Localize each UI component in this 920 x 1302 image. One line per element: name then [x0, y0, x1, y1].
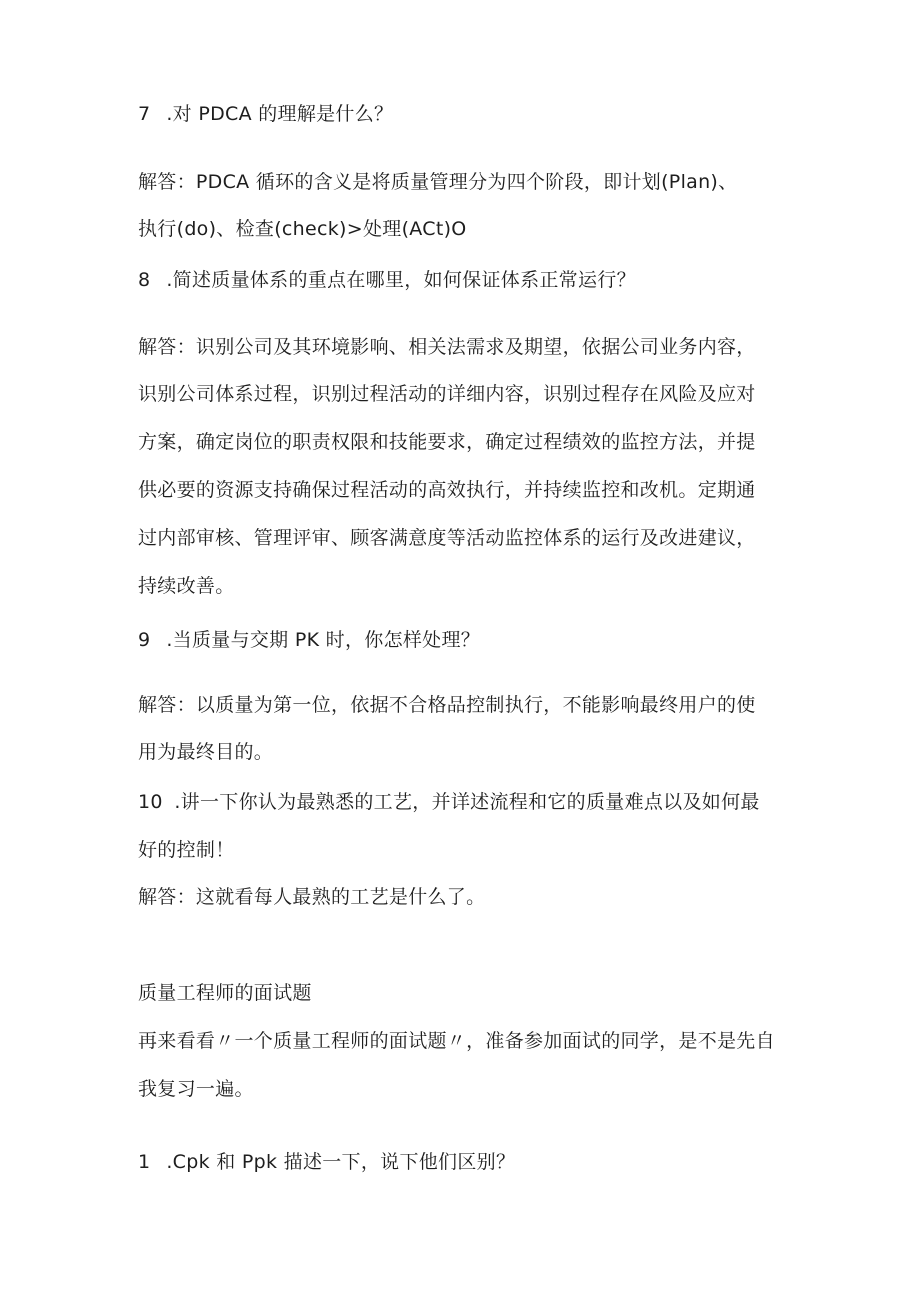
question-number: 9 [138, 629, 151, 651]
question-number: 8 [138, 269, 151, 291]
question-text: .对 PDCA 的理解是什么？ [166, 103, 394, 125]
answer-9-line-2: 用为最终目的。 [138, 741, 274, 763]
question-10 [138, 790, 760, 814]
question-10-line-2: 好的控制！ [138, 839, 235, 861]
question-number: 1 [138, 1151, 151, 1173]
question-text: .简述质量体系的重点在哪里，如何保证体系正常运行？ [166, 269, 636, 291]
question-number: 7 [138, 103, 151, 125]
answer-8-line-3: 方案，确定岗位的职责权限和技能要求，确定过程绩效的监控方法，并提 [138, 431, 756, 453]
answer-8-line-4: 供必要的资源支持确保过程活动的高效执行，并持续监控和改机。定期通 [138, 479, 756, 501]
question-text: .讲一下你认为最熟悉的工艺，并详述流程和它的质量难点以及如何最 [174, 791, 760, 813]
question-8 [138, 268, 636, 292]
question-text: .Cpk 和 Ppk 描述一下，说下他们区别？ [166, 1151, 516, 1173]
section-intro-line-2: 我复习一遍。 [138, 1078, 254, 1100]
section-title: 质量工程师的面试题 [138, 982, 312, 1004]
question-7 [138, 102, 393, 126]
question-1 [138, 1150, 515, 1174]
question-number: 10 [138, 791, 163, 813]
answer-9-line-1: 解答：以质量为第一位，依据不合格品控制执行，不能影响最终用户的使 [138, 694, 756, 716]
answer-10: 解答：这就看每人最熟的工艺是什么了。 [138, 886, 486, 908]
answer-8-line-5: 过内部审核、管理评审、顾客满意度等活动监控体系的运行及改进建议， [138, 527, 756, 549]
answer-8-line-6: 持续改善。 [138, 575, 235, 597]
answer-7-line-2: 执行(do)、检查(check)>处理(ACt)O [138, 218, 467, 240]
answer-7-line-1: 解答：PDCA 循环的含义是将质量管理分为四个阶段，即计划(Plan)、 [138, 171, 738, 193]
section-intro-line-1: 再来看看〃一个质量工程师的面试题〃，准备参加面试的同学，是不是先自 [138, 1030, 775, 1052]
answer-8-line-1: 解答：识别公司及其环境影响、相关法需求及期望，依据公司业务内容， [138, 336, 756, 358]
question-9 [138, 628, 480, 652]
answer-8-line-2: 识别公司体系过程，识别过程活动的详细内容，识别过程存在风险及应对 [138, 383, 756, 405]
question-text: .当质量与交期 PK 时，你怎样处理？ [166, 629, 481, 651]
